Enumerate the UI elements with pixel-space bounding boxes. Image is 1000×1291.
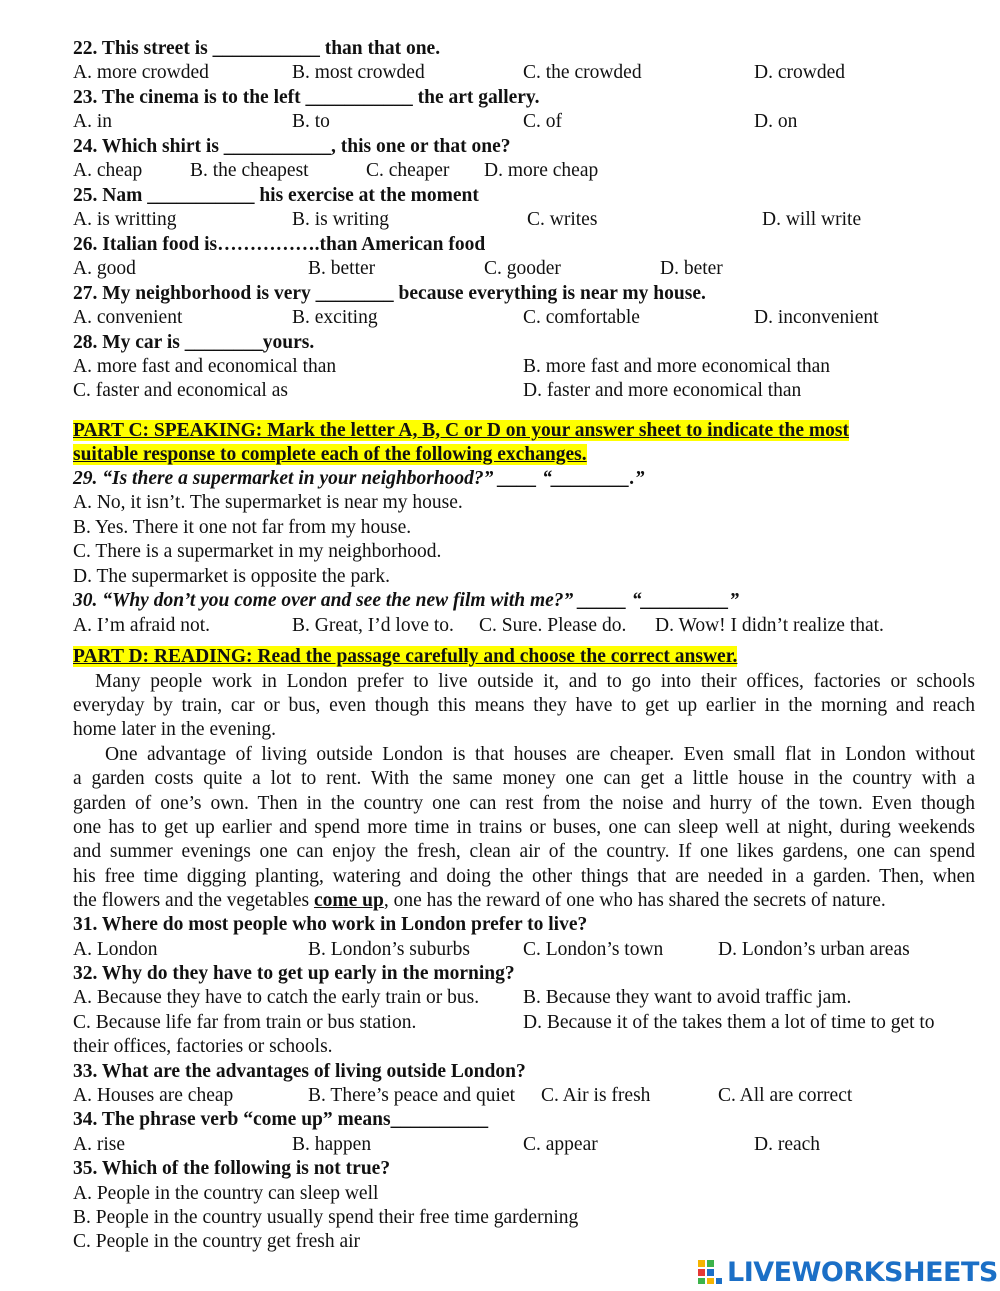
option-c[interactable]: C. Air is fresh bbox=[541, 1085, 651, 1106]
option-d[interactable]: D. reach bbox=[754, 1134, 821, 1155]
passage-p2-line6: his free time digging planting, watering and doing the other things that are needed in a garden. Then, when bbox=[73, 866, 975, 887]
liveworksheets-logo[interactable] bbox=[697, 1256, 998, 1288]
option-d[interactable]: D. faster and more economical than bbox=[523, 380, 802, 401]
option-d[interactable]: D. beter bbox=[660, 258, 723, 279]
passage-p2-line2: a garden costs quite a lot to rent. With the same money one can get a little house in the country with a bbox=[73, 768, 975, 789]
question-29-option-a[interactable]: A. No, it isn’t. The supermarket is near my house. bbox=[73, 492, 463, 513]
option-d[interactable]: D. crowded bbox=[754, 62, 845, 83]
passage-p1-line2: everyday by train, car or bus, even though this means they have to get up earlier in the morning and reach bbox=[73, 695, 975, 716]
passage-p2-line3: garden of one’s own. Then in the country one can rest from the noise and hurry of the town. Even though bbox=[73, 793, 975, 814]
passage-last-before: the flowers and the vegetables bbox=[73, 890, 314, 911]
question-34-stem: 34. The phrase verb “come up” means__________ bbox=[73, 1109, 489, 1130]
option-d[interactable]: D. Because it of the takes them a lot of time to get to bbox=[523, 1012, 935, 1033]
option-d[interactable]: D. more cheap bbox=[484, 160, 599, 181]
part-c-heading-line1: PART C: SPEAKING: Mark the letter A, B, C or D on your answer sheet to indicate the most bbox=[73, 420, 850, 441]
question-29-option-b[interactable]: B. Yes. There it one not far from my house. bbox=[73, 517, 412, 538]
option-a[interactable]: A. good bbox=[73, 258, 136, 279]
question-22-stem: 22. This street is ___________ than that one. bbox=[73, 38, 441, 59]
part-c-heading-line2: suitable response to complete each of the following exchanges. bbox=[73, 444, 587, 465]
option-d[interactable]: D. Wow! I didn’t realize that. bbox=[655, 615, 884, 636]
liveworksheets-logo-icon bbox=[697, 1259, 723, 1285]
passage-phrase-come-up: come up bbox=[313, 890, 384, 911]
option-d[interactable]: C. All are correct bbox=[718, 1085, 853, 1106]
option-d[interactable]: D. on bbox=[754, 111, 798, 132]
option-a[interactable]: A. Because they have to catch the early train or bus. bbox=[73, 987, 480, 1008]
option-c[interactable]: C. comfortable bbox=[523, 307, 640, 328]
part-c-heading-2 bbox=[73, 443, 587, 467]
question-35-option-b[interactable]: B. People in the country usually spend their free time garderning bbox=[73, 1207, 579, 1228]
question-26-stem: 26. Italian food is…………….than American food bbox=[73, 234, 486, 255]
option-b[interactable]: B. the cheapest bbox=[190, 160, 309, 181]
option-b[interactable]: B. more fast and more economical than bbox=[523, 356, 831, 377]
option-c[interactable]: C. of bbox=[523, 111, 562, 132]
option-b[interactable]: B. to bbox=[292, 111, 330, 132]
option-a[interactable]: A. more crowded bbox=[73, 62, 209, 83]
option-b[interactable]: B. is writing bbox=[292, 209, 389, 230]
part-d-heading bbox=[73, 645, 737, 669]
question-25-stem: 25. Nam ___________ his exercise at the moment bbox=[73, 185, 479, 206]
liveworksheets-brand-text: LIVEWORKSHEETS bbox=[727, 1256, 998, 1288]
option-b[interactable]: B. London’s suburbs bbox=[308, 939, 470, 960]
option-b[interactable]: B. There’s peace and quiet bbox=[308, 1085, 516, 1106]
question-32-option-d-continuation: their offices, factories or schools. bbox=[73, 1036, 333, 1057]
option-d[interactable]: D. London’s urban areas bbox=[718, 939, 910, 960]
question-30-stem: 30. “Why don’t you come over and see the new film with me?” _____ “_________” bbox=[73, 590, 740, 611]
option-a[interactable]: A. I’m afraid not. bbox=[73, 615, 210, 636]
option-c[interactable]: C. Sure. Please do. bbox=[479, 615, 627, 636]
passage-p1-line1: Many people work in London prefer to live outside it, and to go into their offices, factories or schools bbox=[95, 671, 975, 692]
option-b[interactable]: B. exciting bbox=[292, 307, 378, 328]
option-a[interactable]: A. convenient bbox=[73, 307, 183, 328]
part-d-heading-text: PART D: READING: Read the passage carefully and choose the correct answer. bbox=[73, 646, 738, 667]
question-35-option-c[interactable]: C. People in the country get fresh air bbox=[73, 1231, 361, 1252]
option-c[interactable]: C. gooder bbox=[484, 258, 561, 279]
question-27-stem: 27. My neighborhood is very ________ because everything is near my house. bbox=[73, 283, 706, 304]
question-29-option-c[interactable]: C. There is a supermarket in my neighborhood. bbox=[73, 541, 442, 562]
option-d[interactable]: D. inconvenient bbox=[754, 307, 879, 328]
passage-p2-line4: one has to get up earlier and spend more time in trains or buses, one can sleep well at night, during weekends bbox=[73, 817, 975, 838]
passage-p2-line1: One advantage of living outside London is that houses are cheaper. Even small flat in London without bbox=[105, 744, 975, 765]
option-a[interactable]: A. in bbox=[73, 111, 112, 132]
passage-p1-line3: home later in the evening. bbox=[73, 719, 277, 740]
option-b[interactable]: B. Because they want to avoid traffic jam. bbox=[523, 987, 852, 1008]
passage-p2-line5: and summer evenings one can enjoy the fresh, clean air of the country. If one likes gardens, one can spend bbox=[73, 841, 975, 862]
passage-p2-line7 bbox=[73, 889, 886, 913]
passage-last-after: , one has the reward of one who has shared the secrets of nature. bbox=[383, 890, 886, 911]
question-23-stem: 23. The cinema is to the left ___________ the art gallery. bbox=[73, 87, 540, 108]
option-c[interactable]: C. appear bbox=[523, 1134, 598, 1155]
question-33-stem: 33. What are the advantages of living outside London? bbox=[73, 1061, 526, 1082]
question-32-stem: 32. Why do they have to get up early in the morning? bbox=[73, 963, 515, 984]
option-c[interactable]: C. faster and economical as bbox=[73, 380, 288, 401]
option-a[interactable]: A. is writting bbox=[73, 209, 177, 230]
question-31-stem: 31. Where do most people who work in London prefer to live? bbox=[73, 914, 588, 935]
option-d[interactable]: D. will write bbox=[762, 209, 862, 230]
option-a[interactable]: A. London bbox=[73, 939, 158, 960]
question-35-option-a[interactable]: A. People in the country can sleep well bbox=[73, 1183, 379, 1204]
option-c[interactable]: C. Because life far from train or bus station. bbox=[73, 1012, 417, 1033]
option-c[interactable]: C. London’s town bbox=[523, 939, 664, 960]
option-b[interactable]: B. Great, I’d love to. bbox=[292, 615, 454, 636]
option-a[interactable]: A. rise bbox=[73, 1134, 125, 1155]
option-b[interactable]: B. happen bbox=[292, 1134, 372, 1155]
question-24-stem: 24. Which shirt is ___________, this one or that one? bbox=[73, 136, 511, 157]
option-a[interactable]: A. Houses are cheap bbox=[73, 1085, 234, 1106]
option-c[interactable]: C. cheaper bbox=[366, 160, 450, 181]
question-28-stem: 28. My car is ________yours. bbox=[73, 332, 315, 353]
part-c-heading bbox=[73, 419, 849, 443]
question-29-stem: 29. “Is there a supermarket in your neighborhood?” ____ “________.” bbox=[73, 468, 645, 489]
option-a[interactable]: A. more fast and economical than bbox=[73, 356, 337, 377]
option-a[interactable]: A. cheap bbox=[73, 160, 143, 181]
option-b[interactable]: B. most crowded bbox=[292, 62, 425, 83]
option-c[interactable]: C. the crowded bbox=[523, 62, 642, 83]
option-b[interactable]: B. better bbox=[308, 258, 376, 279]
question-35-stem: 35. Which of the following is not true? bbox=[73, 1158, 391, 1179]
option-c[interactable]: C. writes bbox=[527, 209, 598, 230]
question-29-option-d[interactable]: D. The supermarket is opposite the park. bbox=[73, 566, 390, 587]
